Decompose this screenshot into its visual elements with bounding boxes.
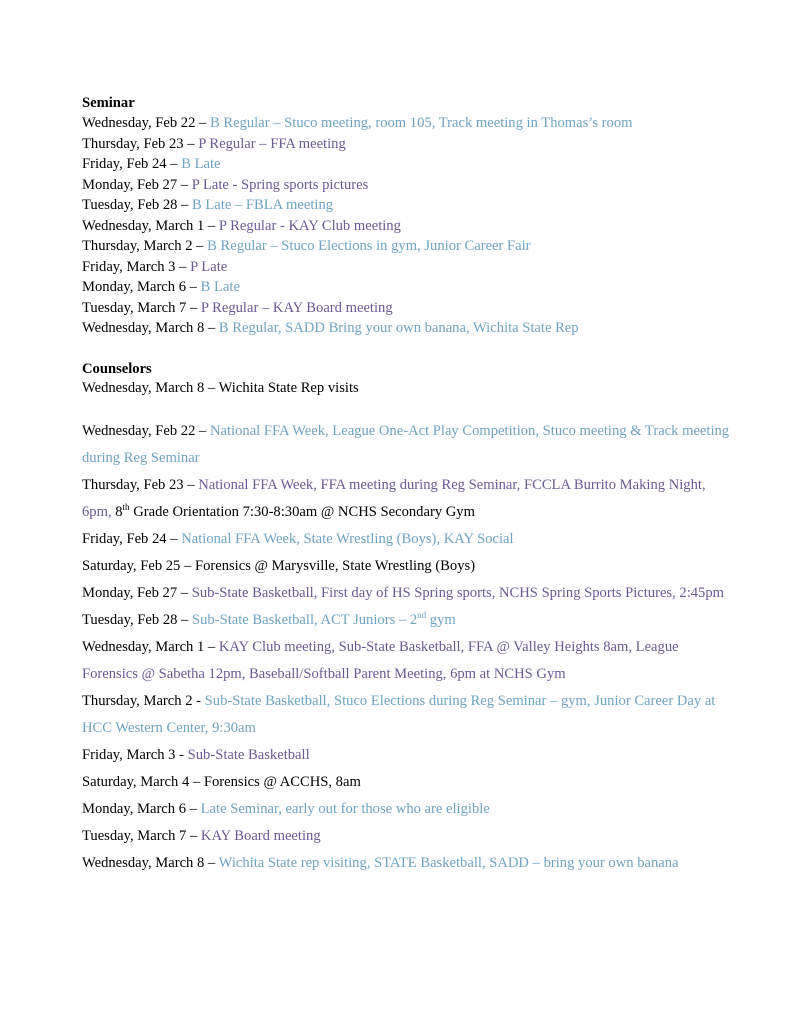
- seminar-row: [82, 175, 731, 196]
- seminar-detail: B Regular – Stuco meeting, room 105, Track meeting in Thomas’s room: [209, 115, 633, 131]
- event-item: [82, 607, 731, 634]
- seminar-section: [82, 93, 731, 339]
- ordinal-suffix: nd: [417, 610, 427, 621]
- event-detail: National FFA Week, League One-Act Play Competition, Stuco meeting & Track meeting during Reg Seminar: [82, 423, 730, 466]
- seminar-detail: P Late: [190, 258, 228, 275]
- seminar-detail: P Late - Spring sports pictures: [191, 176, 369, 193]
- seminar-detail: P Regular - KAY Club meeting: [218, 217, 401, 234]
- event-date: Wednesday, Feb 22 –: [82, 423, 210, 439]
- seminar-detail: P Regular – KAY Board meeting: [200, 299, 393, 316]
- event-item: [82, 796, 731, 823]
- counselors-heading: Counselors: [82, 361, 152, 377]
- ordinal-suffix: th: [122, 502, 130, 513]
- event-detail: [192, 612, 456, 628]
- seminar-row: [82, 277, 731, 298]
- event-date: Friday, Feb 24 –: [82, 531, 182, 547]
- event-detail-part: National FFA Week, FFA meeting during Reg Seminar, FCCLA Burrito Making Night, 6pm,: [82, 477, 706, 520]
- seminar-row: [82, 318, 731, 339]
- seminar-row: [82, 257, 731, 278]
- seminar-detail: B Late: [181, 156, 221, 172]
- seminar-date: Friday, March 3 –: [82, 258, 191, 275]
- event-detail-part: Grade Orientation 7:30-8:30am @ NCHS Secondary Gym: [129, 504, 475, 520]
- seminar-row: [82, 195, 731, 216]
- seminar-row: [82, 113, 731, 134]
- event-date: Monday, March 6 –: [82, 801, 201, 817]
- event-date: Wednesday, March 1 –: [82, 639, 219, 655]
- event-item: [82, 850, 731, 877]
- event-item: [82, 823, 731, 850]
- event-detail: KAY Board meeting: [200, 828, 321, 844]
- seminar-detail: B Regular, SADD Bring your own banana, Wichita State Rep: [218, 320, 579, 336]
- event-detail: Sub-State Basketball, Stuco Elections during Reg Seminar – gym, Junior Career Day at HCC Western Center, 9:30am: [82, 693, 716, 736]
- event-item: [82, 526, 731, 553]
- event-date: Monday, Feb 27 –: [82, 585, 192, 601]
- event-item: [82, 418, 731, 472]
- seminar-detail: B Regular – Stuco Elections in gym, Junior Career Fair: [207, 238, 531, 254]
- event-detail: Wichita State rep visiting, STATE Basketball, SADD – bring your own banana: [218, 855, 679, 871]
- event-item: [82, 688, 731, 742]
- seminar-date: Thursday, March 2 –: [82, 238, 208, 254]
- event-detail: National FFA Week, State Wrestling (Boys), KAY Social: [181, 531, 514, 547]
- seminar-row: [82, 298, 731, 319]
- seminar-date: Wednesday, March 1 –: [82, 217, 219, 234]
- seminar-detail: P Regular – FFA meeting: [198, 135, 346, 152]
- seminar-date: Tuesday, March 7 –: [82, 299, 201, 316]
- event-date: Saturday, Feb 25 – Forensics @ Marysville, State Wrestling (Boys): [82, 558, 476, 574]
- event-item: [82, 472, 731, 526]
- seminar-row: [82, 216, 731, 237]
- event-date: Tuesday, March 7 –: [82, 828, 201, 844]
- events-list: [82, 418, 731, 877]
- seminar-date: Friday, Feb 24 –: [82, 156, 182, 172]
- event-date: Wednesday, March 8 –: [82, 855, 219, 871]
- event-item: [82, 634, 731, 688]
- event-date: Friday, March 3 -: [82, 747, 188, 763]
- event-item: [82, 580, 731, 607]
- seminar-row: [82, 154, 731, 175]
- seminar-detail: B Late – FBLA meeting: [192, 197, 334, 213]
- event-date: Saturday, March 4 – Forensics @ ACCHS, 8am: [82, 774, 361, 790]
- event-item: [82, 769, 731, 796]
- seminar-detail: B Late: [200, 279, 240, 295]
- event-detail-part: gym: [426, 612, 456, 628]
- event-detail: Late Seminar, early out for those who are eligible: [200, 801, 490, 817]
- event-detail: KAY Club meeting, Sub-State Basketball, FFA @ Valley Heights 8am, League Forensics @ Sabetha 12pm, Baseball/Softball Parent Meeting, 6pm at NCHS Gym: [82, 639, 679, 682]
- seminar-date: Wednesday, March 8 –: [82, 320, 219, 336]
- seminar-date: Monday, March 6 –: [82, 279, 201, 295]
- event-item: [82, 742, 731, 769]
- event-detail: Sub-State Basketball: [187, 747, 310, 763]
- event-date: Thursday, March 2 -: [82, 693, 205, 709]
- counselors-first-line: Wednesday, March 8 – Wichita State Rep visits: [82, 380, 359, 396]
- seminar-date: Thursday, Feb 23 –: [82, 135, 199, 152]
- event-detail: Sub-State Basketball, First day of HS Spring sports, NCHS Spring Sports Pictures, 2:45pm: [191, 585, 724, 601]
- event-item: [82, 553, 731, 580]
- seminar-date: Wednesday, Feb 22 –: [82, 115, 210, 131]
- seminar-date: Monday, Feb 27 –: [82, 176, 192, 193]
- event-detail-part: Sub-State Basketball, ACT Juniors –: [192, 612, 410, 628]
- ordinal-number: 2: [409, 612, 418, 628]
- seminar-date: Tuesday, Feb 28 –: [82, 197, 193, 213]
- event-date: Thursday, Feb 23 –: [82, 477, 199, 493]
- seminar-row: [82, 236, 731, 257]
- grade-number: 8: [115, 504, 123, 520]
- seminar-heading: Seminar: [82, 95, 135, 111]
- seminar-row: [82, 134, 731, 155]
- event-date: Tuesday, Feb 28 –: [82, 612, 193, 628]
